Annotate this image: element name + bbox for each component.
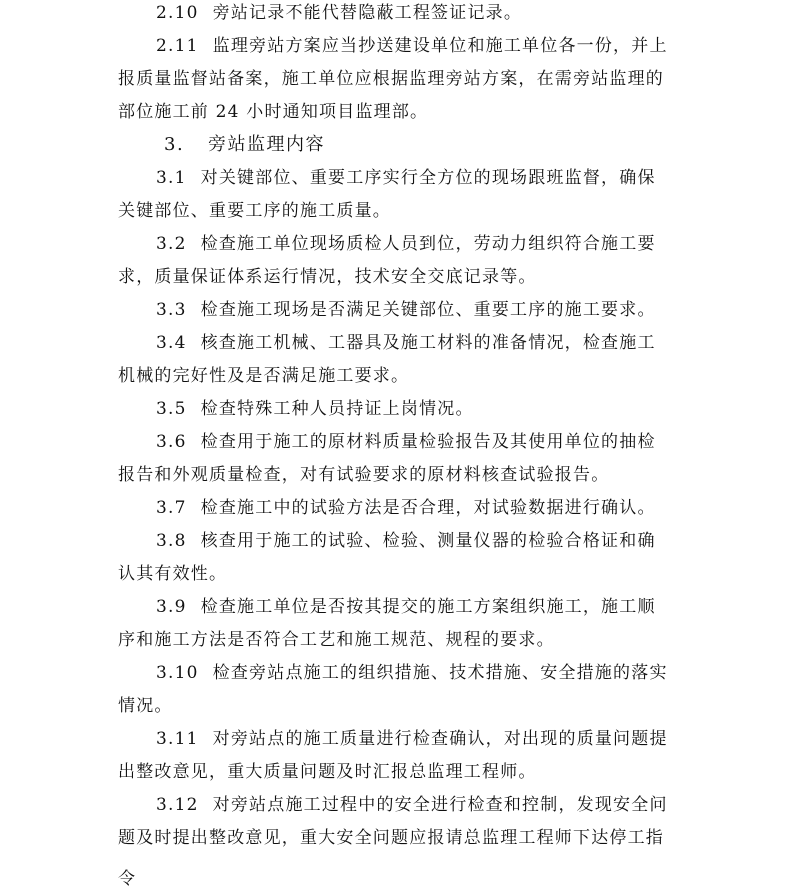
clause-text: 检查旁站点施工的组织措施、技术措施、安全措施的落实 [212,663,668,683]
clause-text: 检查施工单位现场质检人员到位，劳动力组织符合施工要 [200,234,656,254]
section-title: 旁站监理内容 [208,134,325,155]
clause-text: 出整改意见，重大质量问题及时汇报总监理工程师。 [118,762,537,782]
clause-number: 3.2 [156,234,187,254]
clause-text: 对关键部位、重要工序实行全方位的现场跟班监督，确保 [200,168,656,188]
continuation-line [118,359,409,393]
continuation-line [118,95,428,129]
clause-text: 认其有效性。 [118,564,228,584]
clause-text: 令 [118,869,137,889]
clause-number: 3.9 [156,597,187,617]
clause-3-5 [156,392,474,426]
clause-3-6 [156,425,656,459]
clause-text: 机械的完好性及是否满足施工要求。 [118,366,410,386]
continuation-line [118,194,391,228]
clause-text: 检查施工中的试验方法是否合理，对试验数据进行确认。 [200,498,656,518]
continuation-line [118,689,173,723]
continuation-line-cut [118,862,137,889]
clause-3-9 [156,590,656,624]
clause-number: 3.7 [156,498,187,518]
clause-text: 核查施工机械、工器具及施工材料的准备情况，检查施工 [200,333,656,353]
clause-text: 检查施工现场是否满足关键部位、重要工序的施工要求。 [200,300,656,320]
continuation-line [118,623,555,657]
clause-3-1 [156,161,656,195]
clause-3-10 [156,656,668,690]
clause-number: 3.5 [156,399,187,419]
clause-3-3 [156,293,656,327]
continuation-line [118,557,227,591]
clause-3-11 [156,722,668,756]
clause-number: 2.11 [156,36,199,56]
clause-number: 3.1 [156,168,187,188]
clause-number: 3.6 [156,432,187,452]
clause-3-2 [156,227,656,261]
clause-text: 报质量监督站备案，施工单位应根据监理旁站方案，在需旁站监理的 [118,69,664,89]
continuation-line [118,755,537,789]
clause-2-10 [156,0,522,30]
clause-text: 检查用于施工的原材料质量检验报告及其使用单位的抽检 [200,432,656,452]
continuation-line [118,62,664,96]
clause-2-11 [156,29,668,63]
clause-3-8 [156,524,656,558]
section-number: 3. [164,134,185,155]
clause-text: 监理旁站方案应当抄送建设单位和施工单位各一份，并上 [212,36,668,56]
section-heading [164,128,325,162]
clause-text: 序和施工方法是否符合工艺和施工规范、规程的要求。 [118,630,555,650]
clause-number: 3.10 [156,663,199,683]
clause-number: 3.8 [156,531,187,551]
clause-text: 旁站记录不能代替隐蔽工程签证记录。 [212,3,523,23]
clause-text: 求，质量保证体系运行情况，技术安全交底记录等。 [118,267,537,287]
clause-number: 3.3 [156,300,187,320]
continuation-line [118,821,664,855]
clause-number: 3.4 [156,333,187,353]
clause-text: 情况。 [118,696,173,716]
clause-3-12 [156,788,668,822]
clause-text: 核查用于施工的试验、检验、测量仪器的检验合格证和确 [200,531,656,551]
clause-3-4 [156,326,656,360]
continuation-line [118,458,609,492]
clause-number: 3.11 [156,729,199,749]
clause-number: 2.10 [156,3,199,23]
clause-text: 题及时提出整改意见，重大安全问题应报请总监理工程师下达停工指 [118,828,664,848]
clause-3-7 [156,491,656,525]
clause-text: 报告和外观质量检查，对有试验要求的原材料核查试验报告。 [118,465,610,485]
clause-text: 对旁站点的施工质量进行检查确认，对出现的质量问题提 [212,729,668,749]
clause-text: 检查施工单位是否按其提交的施工方案组织施工，施工顺 [200,597,656,617]
clause-text: 部位施工前 24 小时通知项目监理部。 [118,102,429,122]
clause-number: 3.12 [156,795,199,815]
clause-text: 对旁站点施工过程中的安全进行检查和控制，发现安全问 [212,795,668,815]
continuation-line [118,260,537,294]
clause-text: 检查特殊工种人员持证上岗情况。 [200,399,474,419]
clause-text: 关键部位、重要工序的施工质量。 [118,201,391,221]
